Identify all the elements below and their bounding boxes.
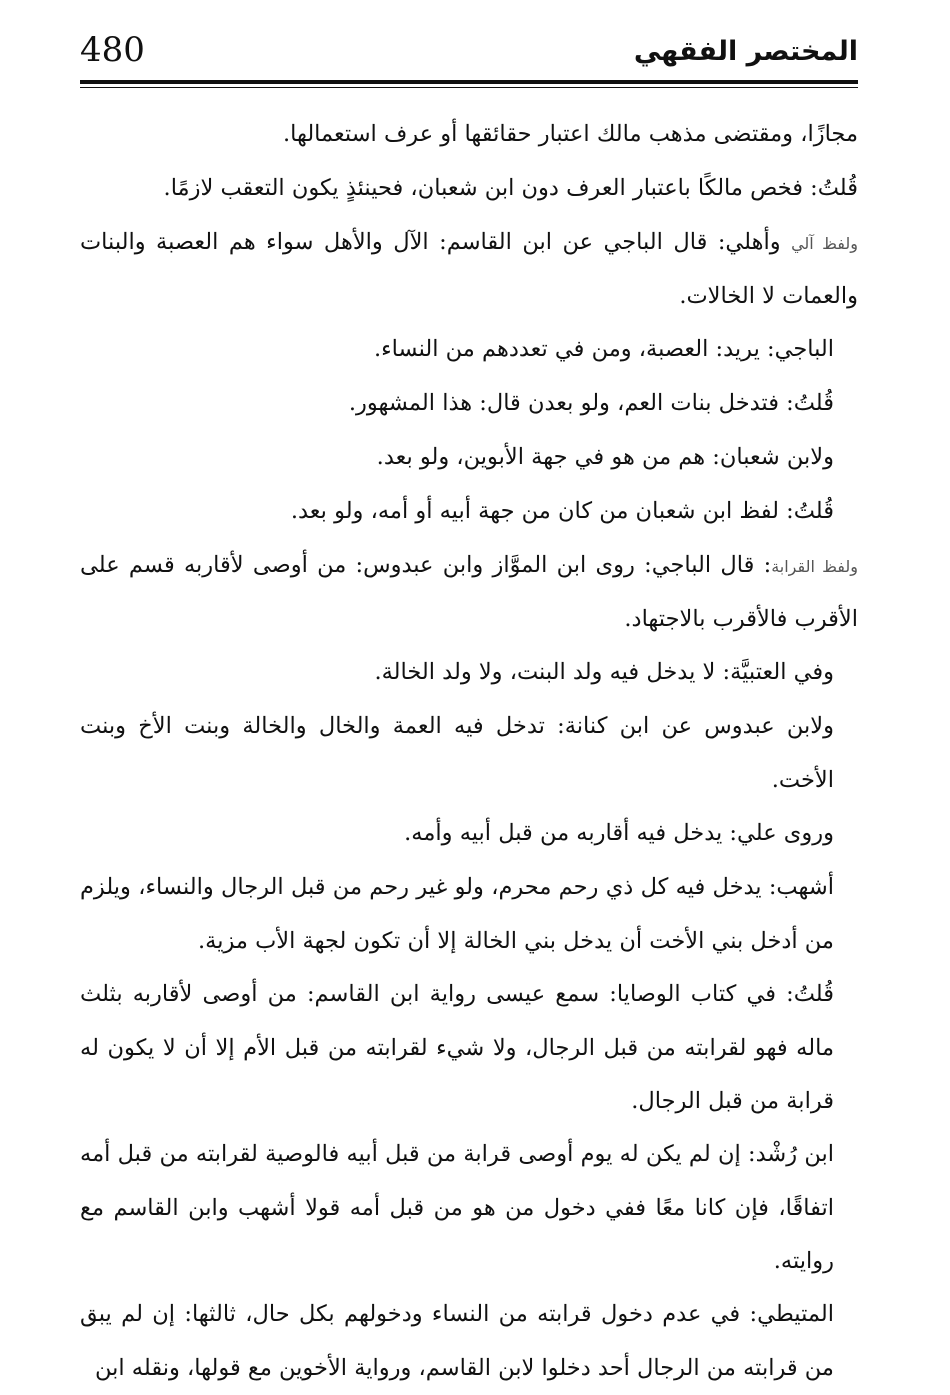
paragraph-text: وروى علي: يدخل فيه أقاربه من قبل أبيه وأمه. [404,820,834,846]
paragraph [80,646,858,700]
paragraph-text: الباجي: يريد: العصبة، ومن في تعددهم من النساء. [373,336,834,362]
paragraph-text: ابن رُشْد: إن لم يكن له يوم أوصى قرابة من قبل أبيه فالوصية لقرابته من قبل أمه اتفاقًا، فإن كانا معًا ففي دخول من هو من قبل أمه قولا أشهب وابن القاسم مع روايته. [80,1141,834,1274]
paragraph [80,700,858,807]
paragraph-text: قُلتُ: فتدخل بنات العم، ولو بعدن قال: هذا المشهور. [348,390,834,416]
paragraph [80,485,858,539]
header-rule-thin [80,87,858,88]
body-text [80,108,858,1395]
book-title: المختصر الفقهي [633,36,858,67]
paragraph-text: : قال الباجي: روى ابن الموَّاز وابن عبدوس: من أوصى لأقاربه قسم على الأقرب فالأقرب بالاجتهاد. [80,552,858,632]
paragraph [80,968,858,1128]
paragraph-lead: ولفظ آلي [791,234,859,253]
paragraph-text: وفي العتبيَّة: لا يدخل فيه ولد البنت، ولا ولد الخالة. [374,659,834,685]
paragraph [80,377,858,431]
paragraph [80,807,858,861]
page-header [80,28,858,78]
paragraph [80,323,858,377]
paragraph-text: وأهلي: قال الباجي عن ابن القاسم: الآل والأهل سواء هم العصبة والبنات والعمات لا الخالات. [80,229,858,309]
paragraph-text: قُلتُ: لفظ ابن شعبان من كان من جهة أبيه أو أمه، ولو بعد. [290,498,834,524]
paragraph-text: قُلتُ: في كتاب الوصايا: سمع عيسى رواية ابن القاسم: من أوصى لأقاربه بثلث ماله فهو لقرابته من قبل الرجال، ولا شيء لقرابته من قبل الأم إلا أن لا يكون له قرابة من قبل الرجال. [80,981,834,1114]
paragraph [80,1128,858,1288]
header-rule-thick [80,80,858,84]
paragraph-text: ولابن شعبان: هم من هو في جهة الأبوين، ولو بعد. [376,444,834,470]
paragraph [80,861,858,968]
paragraph [80,108,858,162]
paragraph [80,539,858,646]
paragraph-text: قُلتُ: فخص مالكًا باعتبار العرف دون ابن شعبان، فحينئذٍ يكون التعقب لازمًا. [163,175,858,201]
paragraph-text: المتيطي: في عدم دخول قرابته من النساء ودخولهم بكل حال، ثالثها: إن لم يبق من قرابته من الرجال أحد دخلوا لابن القاسم، ورواية الأخوين مع قولها، ونقله ابن [80,1301,834,1381]
paragraph-text: أشهب: يدخل فيه كل ذي رحم محرم، ولو غير رحم من قبل الرجال والنساء، ويلزم من أدخل بني الأخت أن يدخل بني الخالة إلا أن تكون لجهة الأب مزية. [80,874,834,954]
paragraph [80,216,858,323]
paragraph [80,162,858,216]
paragraph-text: ولابن عبدوس عن ابن كنانة: تدخل فيه العمة والخال والخالة وبنت الأخ وبنت الأخت. [80,713,834,793]
paragraph [80,1288,858,1395]
paragraph [80,431,858,485]
page-number: 480 [80,30,145,70]
paragraph-lead: ولفظ القرابة [771,557,859,576]
paragraph-text: مجازًا، ومقتضى مذهب مالك اعتبار حقائقها أو عرف استعمالها. [282,121,858,147]
